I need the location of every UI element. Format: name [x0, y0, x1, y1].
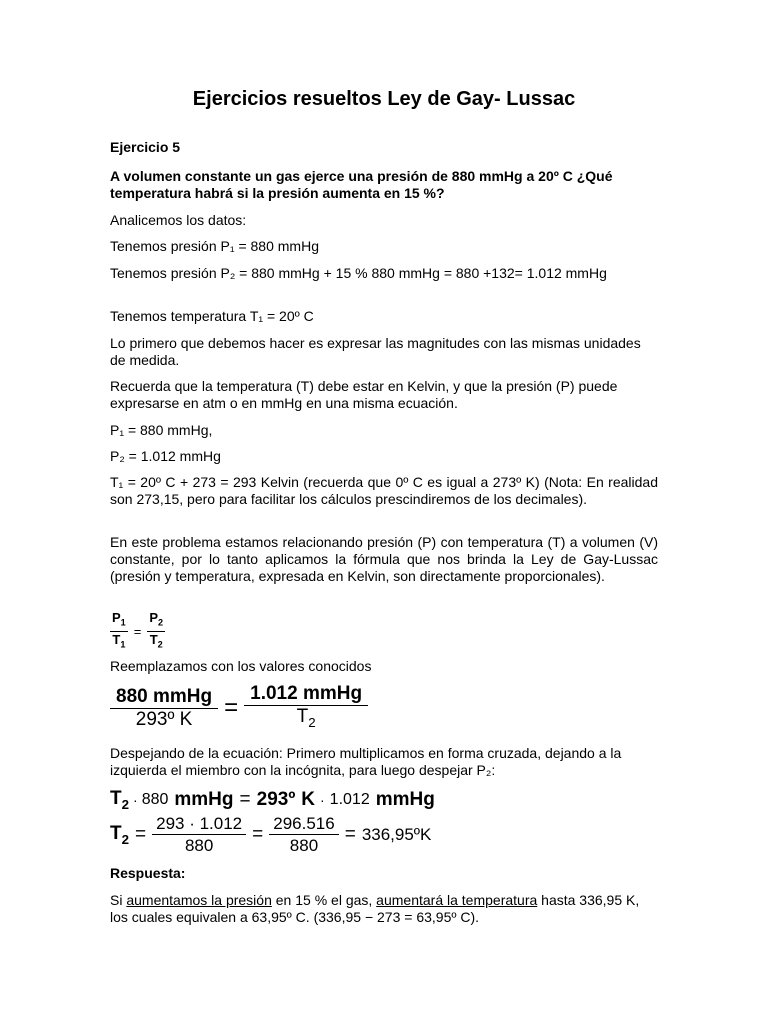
paragraph-analicemos: Analicemos los datos:	[110, 212, 247, 228]
question-text: A volumen constante un gas ejerce una presión de 880 mmHg a 20º C ¿Qué temperatura habrá si la presión aumenta en 15 %?	[110, 168, 613, 201]
paragraph-problema: En este problema estamos relacionando presión (P) con temperatura (T) a volumen (V) constante, por lo tanto aplicamos la fórmula que nos brinda la Ley de Gay-Lussac (presión y temperatura, expresada en Kelvin, son directamente proporcionales).	[110, 534, 658, 584]
answer-text: Si aumentamos la presión en 15 % el gas, aumentará la temperatura hasta 336,95 K, los cuales equivalen a 63,95º C. (336,95 − 273 = 63,95º C).	[110, 892, 640, 925]
paragraph-reemplazamos: Reemplazamos con los valores conocidos	[110, 658, 372, 674]
gay-lussac-formula: $P_1$ $T_1$ = $P_2$ $T_2$	[112, 610, 164, 650]
paragraph-unidades: Lo primero que debemos hacer es expresar las magnitudes con las mismas unidades de medida.	[110, 335, 641, 368]
paragraph-despejando: Despejando de la ecuación: Primero multiplicamos en forma cruzada, dejando a la izquierda el miembro con la incógnita, para luego despejar P₂:	[110, 745, 622, 778]
answer-label: Respuesta:	[110, 865, 186, 881]
substituted-formula: 880 mmHg 293º K = 1.012 mmHg $T_2$	[110, 683, 368, 734]
paragraph-t1-kelvin: T₁ = 20º C + 273 = 293 Kelvin (recuerda que 0º C es igual a 273º K) (Nota: En realidad son 273,15, pero para facilitar los cálculos prescindiremos de los decimales).	[110, 474, 658, 507]
paragraph-recuerda: Recuerda que la temperatura (T) debe estar en Kelvin, y que la presión (P) puede expresarse en atm o en mmHg en una misma ecuación.	[110, 378, 618, 411]
result-formula: $T_2$ = 293 · 1.012 880 = 296.516 880 = 336,95ºK	[110, 814, 432, 855]
paragraph-p1-value: P₁ = 880 mmHg,	[110, 422, 213, 438]
paragraph-presion-p2: Tenemos presión P₂ = 880 mmHg + 15 % 880 mmHg = 880 +132= 1.012 mmHg	[110, 265, 607, 281]
paragraph-p2-value: P₂ = 1.012 mmHg	[110, 448, 221, 464]
exercise-label: Ejercicio 5	[110, 139, 181, 155]
page-title: Ejercicios resueltos Ley de Gay- Lussac	[192, 88, 576, 110]
paragraph-presion-p1: Tenemos presión P₁ = 880 mmHg	[110, 238, 319, 254]
cross-multiplication-formula: $T_2$ · 880 mmHg = 293º K · 1.012 mmHg	[110, 788, 435, 812]
paragraph-temperatura-t1: Tenemos temperatura T₁ = 20º C	[110, 308, 314, 324]
